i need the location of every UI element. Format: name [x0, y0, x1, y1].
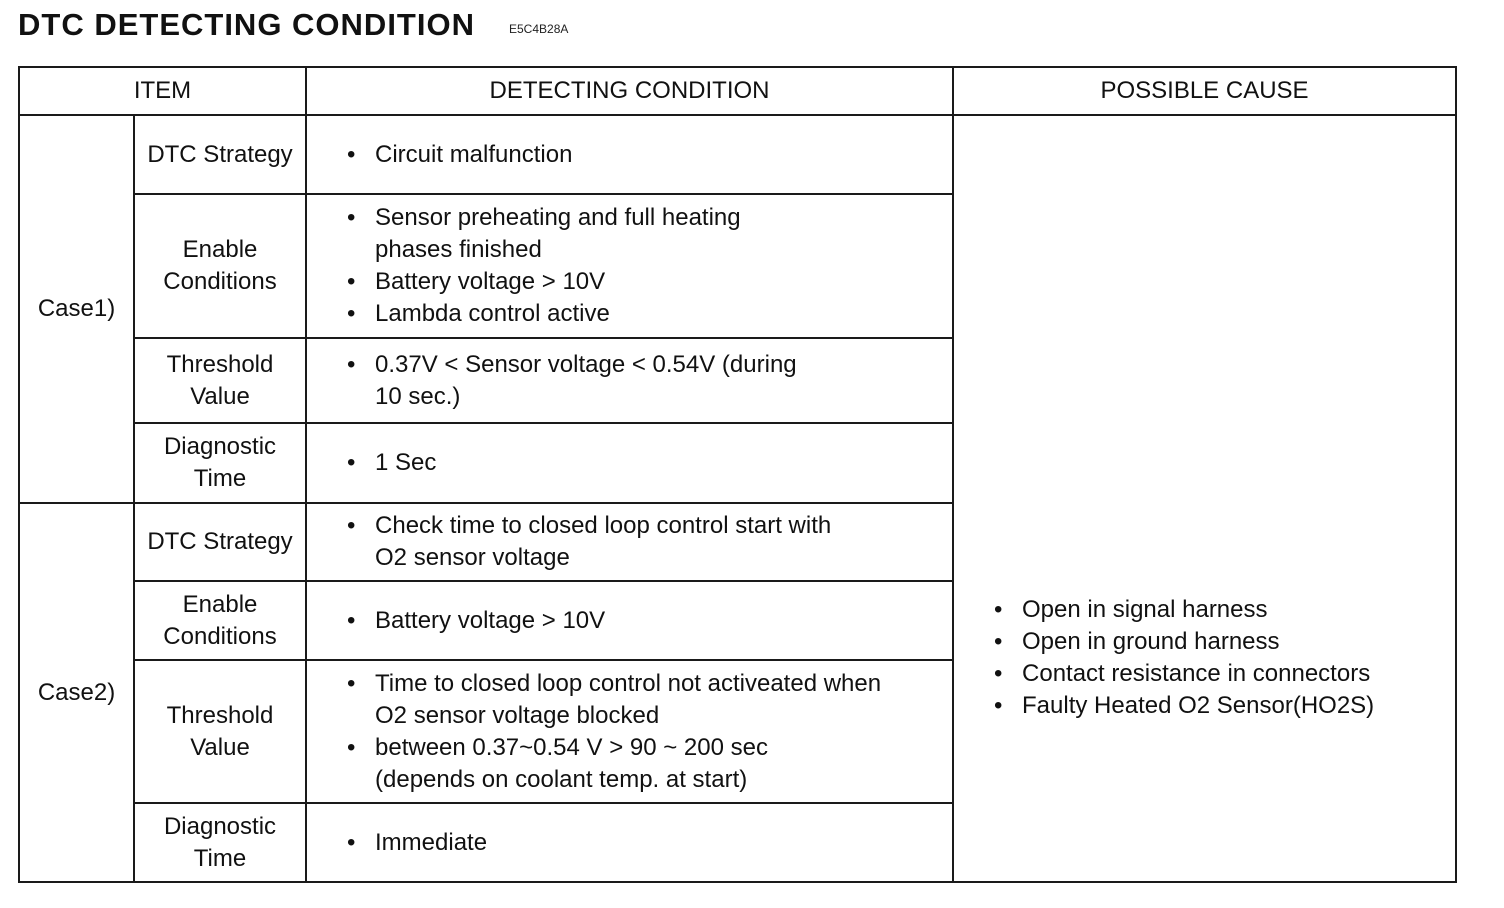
- document-code: E5C4B28A: [509, 22, 569, 36]
- condition-item: • Battery voltage > 10V: [307, 605, 952, 637]
- row-label: Threshold Value: [134, 660, 306, 803]
- table-row: [19, 115, 1456, 194]
- condition-item: • Sensor preheating and full heating phases finished: [307, 202, 952, 266]
- condition-cell: [306, 423, 953, 503]
- page-title: DTC DETECTING CONDITION: [18, 7, 475, 42]
- condition-item: • Immediate: [307, 827, 952, 859]
- condition-cell: [306, 115, 953, 194]
- condition-item: • Time to closed loop control not activeated when O2 sensor voltage blocked: [307, 668, 952, 732]
- header-detecting-condition: DETECTING CONDITION: [306, 67, 953, 115]
- condition-item: • Check time to closed loop control start with O2 sensor voltage: [307, 510, 952, 574]
- condition-item: • 0.37V < Sensor voltage < 0.54V (during 10 sec.): [307, 349, 952, 413]
- table-header-row: [19, 67, 1456, 115]
- title-row: [18, 4, 568, 46]
- row-label: DTC Strategy: [134, 115, 306, 194]
- condition-cell: [306, 660, 953, 803]
- condition-cell: [306, 803, 953, 882]
- case-label-2: Case2): [19, 503, 134, 882]
- cause-item: • Open in ground harness: [954, 626, 1455, 658]
- condition-list: [307, 605, 952, 637]
- condition-cell: [306, 338, 953, 423]
- condition-list: [307, 510, 952, 574]
- condition-cell: [306, 503, 953, 581]
- cause-item: • Faulty Heated O2 Sensor(HO2S): [954, 690, 1455, 722]
- header-possible-cause: POSSIBLE CAUSE: [953, 67, 1456, 115]
- condition-list: [307, 139, 952, 171]
- condition-list: [307, 827, 952, 859]
- row-label: Threshold Value: [134, 338, 306, 423]
- row-label: Diagnostic Time: [134, 803, 306, 882]
- row-label: Diagnostic Time: [134, 423, 306, 503]
- cause-item: • Open in signal harness: [954, 594, 1455, 626]
- row-label: DTC Strategy: [134, 503, 306, 581]
- row-label: Enable Conditions: [134, 581, 306, 660]
- condition-item: • between 0.37~0.54 V > 90 ~ 200 sec (depends on coolant temp. at start): [307, 732, 952, 796]
- cause-item: • Contact resistance in connectors: [954, 658, 1455, 690]
- condition-item: • Battery voltage > 10V: [307, 266, 952, 298]
- condition-cell: [306, 194, 953, 338]
- row-label: Enable Conditions: [134, 194, 306, 338]
- case-label-1: Case1): [19, 115, 134, 503]
- condition-list: [307, 447, 952, 479]
- header-item: ITEM: [19, 67, 306, 115]
- condition-item: • Lambda control active: [307, 298, 952, 330]
- condition-list: [307, 349, 952, 413]
- condition-item: • 1 Sec: [307, 447, 952, 479]
- cause-list: [954, 594, 1455, 722]
- condition-cell: [306, 581, 953, 660]
- possible-cause-cell: [953, 115, 1456, 882]
- condition-item: • Circuit malfunction: [307, 139, 952, 171]
- condition-list: [307, 202, 952, 330]
- condition-list: [307, 668, 952, 796]
- dtc-condition-table: [18, 66, 1457, 883]
